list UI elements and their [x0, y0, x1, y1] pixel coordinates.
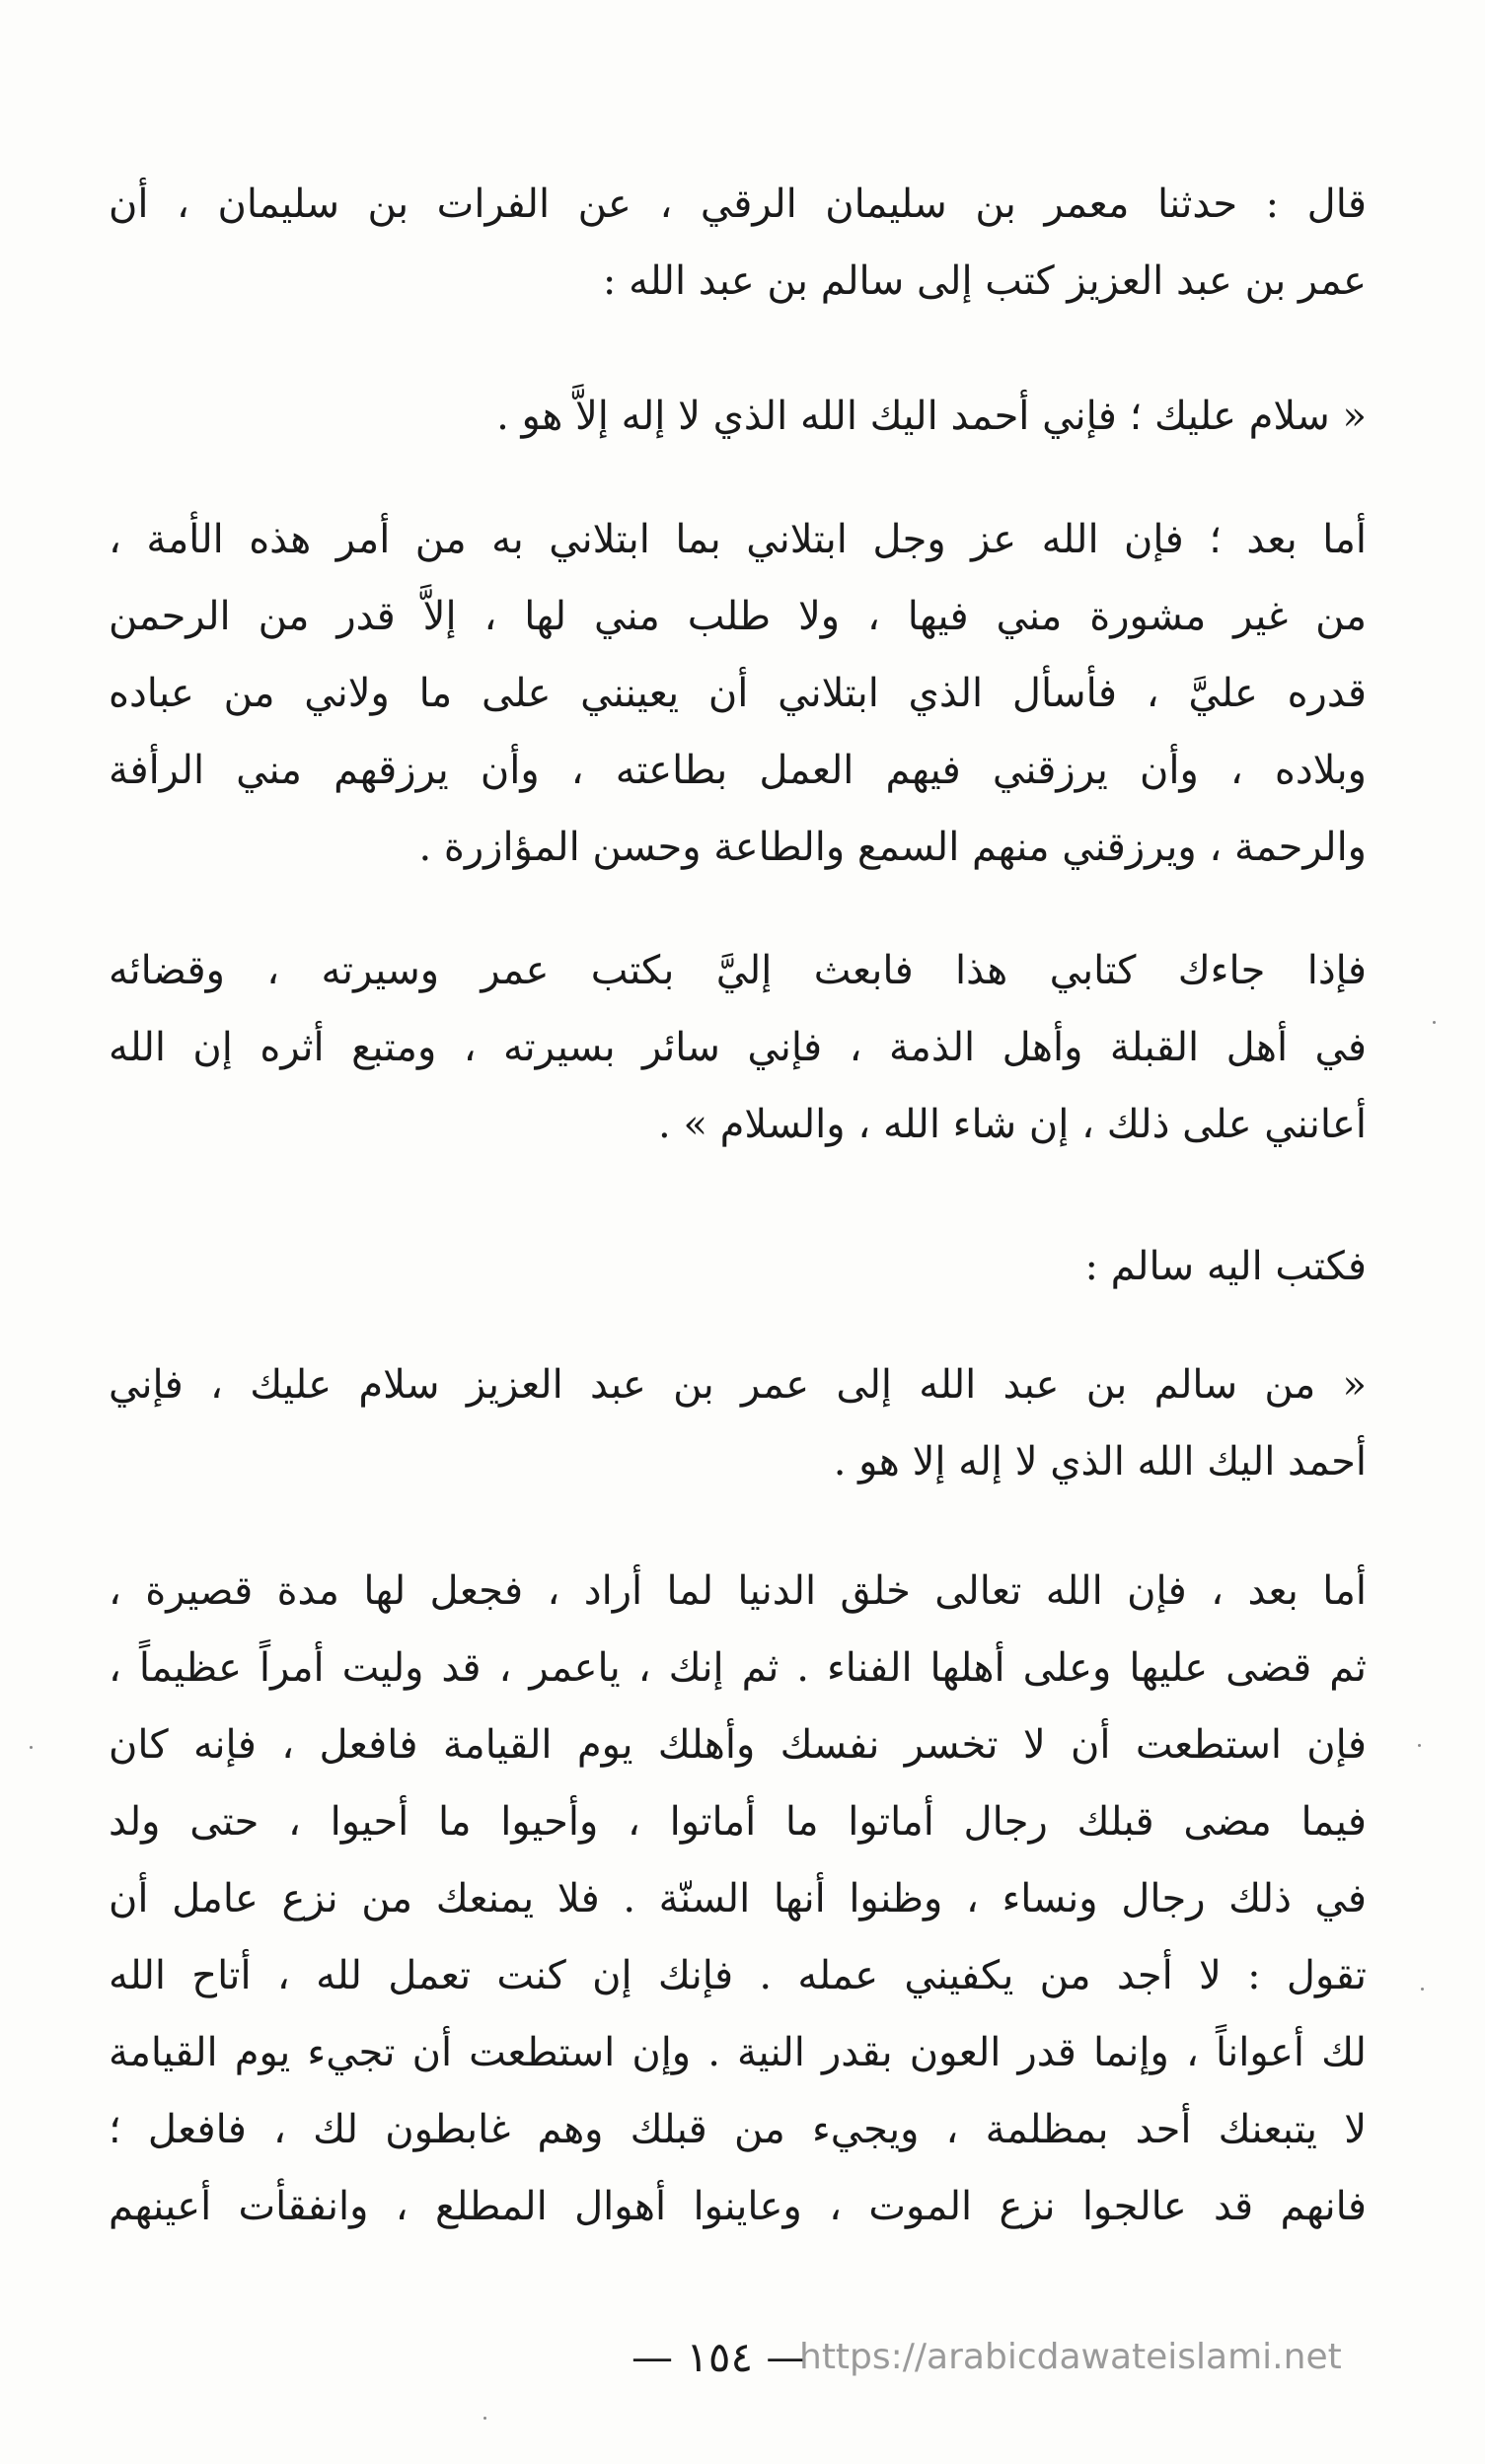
- text-line: من غير مشورة مني فيها ، ولا طلب مني لها ، إلاَّ قدر من الرحمن: [109, 594, 1368, 639]
- text-line: فكتب اليه سالم :: [1084, 1244, 1367, 1289]
- scan-speck: [483, 2417, 486, 2420]
- text-line: فإن استطعت أن لا تخسر نفسك وأهلك يوم القيامة فافعل ، فإنه كان: [109, 1722, 1367, 1768]
- text-line: قدره عليَّ ، فأسأل الذي ابتلاني أن يعينني على ما ولاني من عباده: [109, 671, 1367, 716]
- text-line: والرحمة ، ويرزقني منهم السمع والطاعة وحسن المؤازرة .: [418, 825, 1367, 870]
- text-line: أما بعد ؛ فإن الله عز وجل ابتلاني بما ابتلاني به من أمر هذه الأمة ،: [109, 517, 1367, 562]
- scan-speck: [30, 1746, 33, 1749]
- source-watermark: https://arabicdawateislami.net: [799, 2337, 1342, 2377]
- scan-speck: [1421, 1988, 1424, 1991]
- text-line: لا يتبعنك أحد بمظلمة ، ويجيء من قبلك وهم غابطون لك ، فافعل ؛: [109, 2107, 1368, 2152]
- paragraph-narration-intro: [109, 166, 1367, 320]
- text-line: لك أعواناً ، وإنما قدر العون بقدر النية . وإن استطعت أن تجيء يوم القيامة: [109, 2030, 1367, 2075]
- page-number: — ١٥٤ —: [631, 2333, 808, 2381]
- paragraph-reply-body: [109, 1553, 1367, 2245]
- paragraph-reply-greeting: [109, 1346, 1367, 1500]
- text-line: في ذلك رجال ونساء ، وظنوا أنها السنّة . فلا يمنعك من نزع عامل أن: [109, 1876, 1367, 1921]
- paragraph-reply-heading: [109, 1228, 1367, 1305]
- text-line: « سلام عليك ؛ فإني أحمد اليك الله الذي لا إله إلاَّ هو .: [496, 394, 1367, 439]
- text-line: فإذا جاءك كتابي هذا فابعث إليَّ بكتب عمر وسيرته ، وقضائه: [109, 948, 1367, 993]
- text-line: أما بعد ، فإن الله تعالى خلق الدنيا لما أراد ، فجعل لها مدة قصيرة ،: [109, 1568, 1367, 1614]
- text-line: فانهم قد عالجوا نزع الموت ، وعاينوا أهوال المطلع ، وانفقأت أعينهم: [109, 2184, 1367, 2229]
- text-line: وبلاده ، وأن يرزقني فيهم العمل بطاعته ، وأن يرزقهم مني الرأفة: [109, 748, 1367, 793]
- text-line: أعانني على ذلك ، إن شاء الله ، والسلام » .: [658, 1102, 1367, 1147]
- text-line: « من سالم بن عبد الله إلى عمر بن عبد العزيز سلام عليك ، فإني: [109, 1362, 1367, 1408]
- page-footer: [631, 2328, 1381, 2387]
- scan-speck: [1433, 1021, 1436, 1024]
- text-line: عمر بن عبد العزيز كتب إلى سالم بن عبد الله :: [602, 258, 1367, 304]
- text-line: في أهل القبلة وأهل الذمة ، فإني سائر بسيرته ، ومتبع أثره إن الله: [109, 1025, 1367, 1070]
- paragraph-letter-body: [109, 501, 1367, 886]
- text-line: فيما مضى قبلك رجال أماتوا ما أماتوا ، وأحيوا ما أحيوا ، حتى ولد: [109, 1799, 1367, 1845]
- text-line: قال : حدثنا معمر بن سليمان الرقي ، عن الفرات بن سليمان ، أن: [109, 181, 1367, 227]
- paragraph-greeting: [109, 378, 1367, 455]
- text-line: أحمد اليك الله الذي لا إله إلا هو .: [833, 1439, 1367, 1485]
- scan-speck: [1418, 1744, 1421, 1747]
- paragraph-letter-request: [109, 932, 1367, 1163]
- text-line: ثم قضى عليها وعلى أهلها الفناء . ثم إنك ، ياعمر ، قد وليت أمراً عظيماً ،: [109, 1645, 1367, 1691]
- text-line: تقول : لا أجد من يكفيني عمله . فإنك إن كنت تعمل لله ، أتاح الله: [109, 1953, 1367, 1998]
